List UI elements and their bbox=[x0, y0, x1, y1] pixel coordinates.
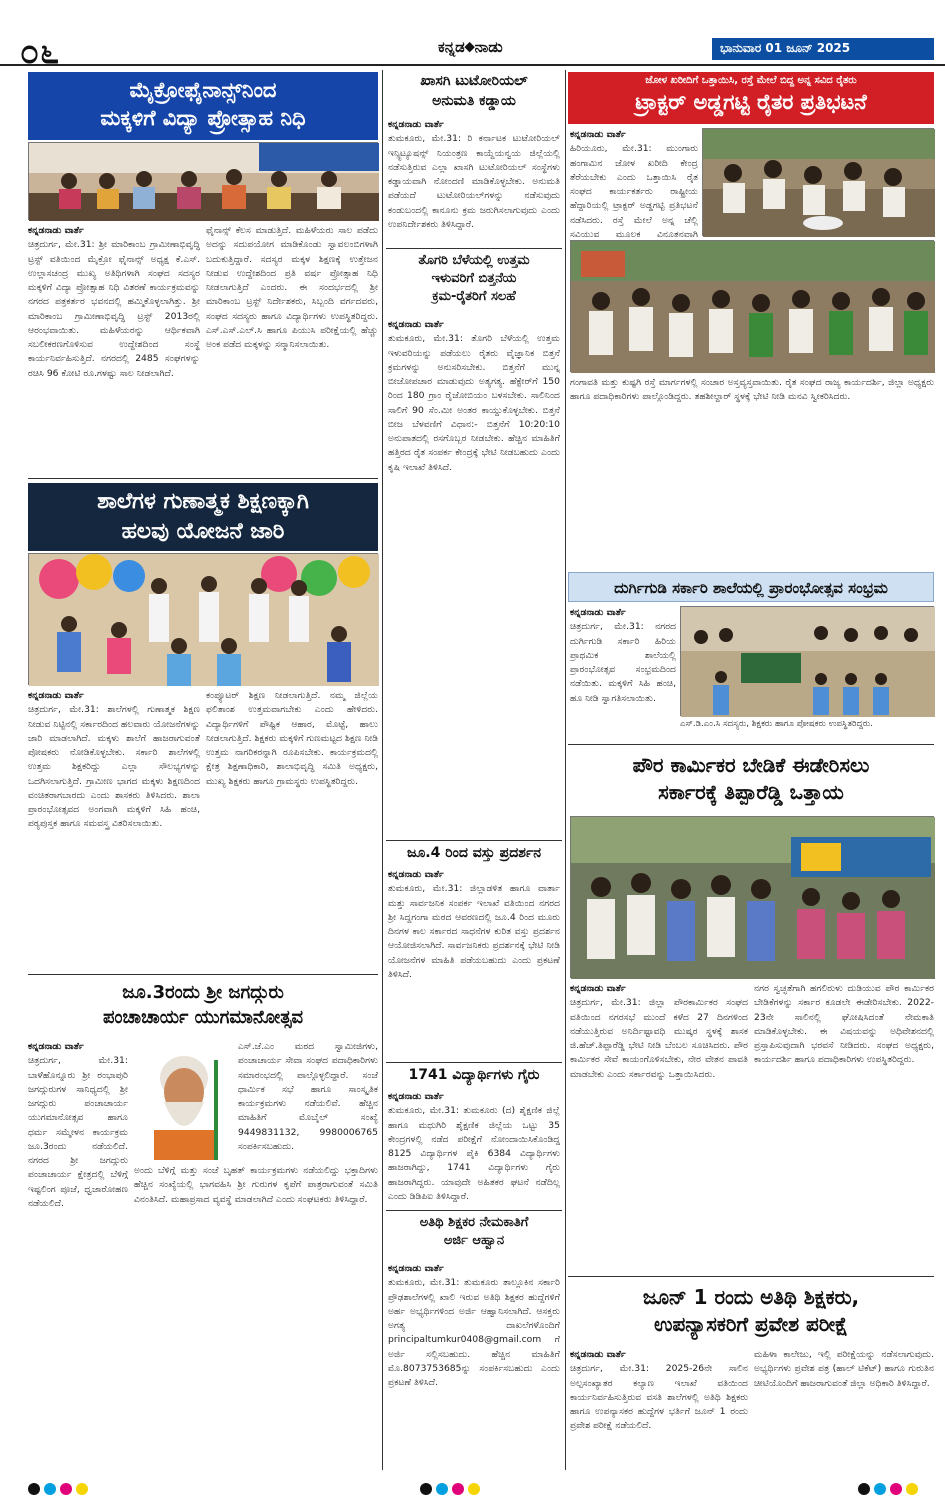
registration-dot bbox=[44, 1483, 56, 1495]
guest-dateline: ಕನ್ನಡನಾಡು ವಾರ್ತೆ bbox=[388, 1263, 444, 1274]
tractor-side: ಗಂಗಾವತಿ ಮತ್ತು ಕುಷ್ಟಗಿ ರಸ್ತೆ ಮಾರ್ಗಗಳಲ್ಲಿ ಸಂಚಾರ ಅಸ್ತವ್ಯಸ್ತವಾಯಿತು. ರೈತ ಸಂಘದ ರಾಜ್ಯ ಕಾರ್ಯದರ್ಶಿ, ಜಿಲ್ಲಾ ಅಧ್ಯಕ್ಷರು ಹಾಗೂ ಪದಾಧಿಕಾರಿಗಳು ಪಾಲ್ಗೊಂಡಿದ್ದರು. ತಹಶೀಲ್ದಾರ್ ಸ್ಥಳಕ್ಕೆ ಭೇಟಿ ನೀಡಿ ಮನವಿ ಸ್ವೀಕರಿಸಿದರು. bbox=[570, 377, 934, 403]
absent-body: ಕನ್ನಡನಾಡು ವಾರ್ತೆ ತುಮಕೂರು, ಮೇ.31: ತುಮಕೂರು (ದ) ಶೈಕ್ಷಣಿಕ ಜಿಲ್ಲೆ ಹಾಗೂ ಮಧುಗಿರಿ ಶೈಕ್ಷಣಿಕ ಜಿಲ್ಲೆಯ ಒಟ್ಟು 35 ಕೇಂದ್ರಗಳಲ್ಲಿ ನಡೆದ ಪರೀಕ್ಷೆಗೆ ನೋಂದಾಯಿಸಿಕೊಂಡಿದ್ದ 8125 ವಿದ್ಯಾರ್ಥಿಗಳ ಪೈಕಿ 6384 ವಿದ್ಯಾರ್ಥಿಗಳು ಹಾಜರಾಗಿದ್ದು, 1741 ವಿದ್ಯಾರ್ಥಿಗಳು ಗೈರು ಹಾಜರಾಗಿದ್ದರು. ಯಾವುದೇ ಅಹಿತಕರ ಘಟನೆ ನಡೆದಿಲ್ಲ ಎಂದು ಡಿಡಿಪಿಐ ತಿಳಿಸಿದ್ದಾರೆ. bbox=[388, 1091, 560, 1202]
jagadguru-body-col3: ಅಂದು ಬೆಳಿಗ್ಗೆ ಮತ್ತು ಸಂಜೆ ಬೃಹತ್ ಕಾರ್ಯಕ್ರಮಗಳು ನಡೆಯಲಿದ್ದು ಭಕ್ತಾದಿಗಳು ಹೆಚ್ಚಿನ ಸಂಖ್ಯೆಯಲ್ಲಿ ಭಾಗವಹಿಸಿ ಶ್ರೀ ಗುರುಗಳ ಕೃಪೆಗೆ ಪಾತ್ರರಾಗುವಂತೆ ಸಮಿತಿ ವಿನಂತಿಸಿದೆ. ಮಹಾಪ್ರಸಾದ ವ್ಯವಸ್ಥೆ ಮಾಡಲಾಗಿದೆ ಎಂದು ಸಂಘಟಕರು ತಿಳಿಸಿದ್ದಾರೆ. bbox=[134, 1165, 378, 1205]
tractor-headline: ಜೋಳ ಖರೀದಿಗೆ ಒತ್ತಾಯಿಸಿ, ರಸ್ತೆ ಮೇಲೆ ಬಿದ್ದ ಅನ್ನ ಸವಿದ ರೈತರು ಟ್ರಾಕ್ಟರ್ ಅಡ್ಡಗಟ್ಟಿ ರೈತರ ಪ್ರತಿಭಟನೆ bbox=[568, 72, 934, 124]
jagadguru-headline: ಜೂ.3ರಂದು ಶ್ರೀ ಜಗದ್ಗುರು ಪಂಚಾಚಾರ್ಯ ಯುಗಮಾನೋತ್ಸವ bbox=[102, 982, 304, 1029]
june1-dateline: ಕನ್ನಡನಾಡು ವಾರ್ತೆ bbox=[570, 1349, 626, 1360]
column-divider bbox=[28, 974, 378, 975]
masthead bbox=[0, 0, 945, 72]
durgigudi-body: ಕನ್ನಡನಾಡು ವಾರ್ತೆ ಚಿತ್ರದುರ್ಗ, ಮೇ.31: ನಗರದ ದುರ್ಗಿಗುಡಿ ಸರ್ಕಾರಿ ಹಿರಿಯ ಪ್ರಾಥಮಿಕ ಶಾಲೆಯಲ್ಲಿ ಪ್ರಾರಂಭೋತ್ಸವ ಸಂಭ್ರಮದಿಂದ ನಡೆಯಿತು. ಮಕ್ಕಳಿಗೆ ಸಿಹಿ ಹಂಚಿ, ಹೂ ನೀಡಿ ಸ್ವಾಗತಿಸಲಾಯಿತು. bbox=[570, 607, 676, 704]
section-divider bbox=[386, 1210, 562, 1211]
schools-body-col1: ಕನ್ನಡನಾಡು ವಾರ್ತೆ ಚಿತ್ರದುರ್ಗ, ಮೇ.31: ಶಾಲೆಗಳಲ್ಲಿ ಗುಣಾತ್ಮಕ ಶಿಕ್ಷಣ ನೀಡುವ ನಿಟ್ಟಿನಲ್ಲಿ ಸರ್ಕಾರದಿಂದ ಹಲವಾರು ಯೋಜನೆಗಳನ್ನು ಜಾರಿ ಮಾಡಲಾಗಿದೆ. ಮಕ್ಕಳು ಶಾಲೆಗೆ ಹಾಜರಾಗುವಂತೆ ಪೋಷಕರು ನೋಡಿಕೊಳ್ಳಬೇಕು. ಸರ್ಕಾರಿ ಶಾಲೆಗಳಲ್ಲಿ ಉತ್ತಮ ಶಿಕ್ಷಕರಿದ್ದು ಎಲ್ಲಾ ಸೌಲಭ್ಯಗಳನ್ನು ಒದಗಿಸಲಾಗುತ್ತಿದೆ. ಗ್ರಾಮೀಣ ಭಾಗದ ಮಕ್ಕಳು ಶಿಕ್ಷಣದಿಂದ ವಂಚಿತರಾಗಬಾರದು ಎಂದು ಶಾಸಕರು ತಿಳಿಸಿದರು. ಶಾಲಾ ಪ್ರಾರಂಭೋತ್ಸವದ ಅಂಗವಾಗಿ ಮಕ್ಕಳಿಗೆ ಸಿಹಿ ಹಂಚಿ, ಪಠ್ಯಪುಸ್ತಕ ಹಾಗೂ ಸಮವಸ್ತ್ರ ವಿತರಿಸಲಾಯಿತು. bbox=[28, 690, 200, 830]
registration-dot bbox=[858, 1483, 870, 1495]
section-divider bbox=[386, 248, 562, 249]
tutorial-dateline: ಕನ್ನಡನಾಡು ವಾರ್ತೆ bbox=[388, 119, 444, 130]
tutorial-headline: ಖಾಸಗಿ ಟುಟೋರಿಯಲ್ ಅನುಮತಿ ಕಡ್ಡಾಯ bbox=[420, 73, 528, 109]
guest-headline: ಅತಿಥಿ ಶಿಕ್ಷಕರ ನೇಮಕಾತಿಗೆ ಅರ್ಜಿ ಆಹ್ವಾನ bbox=[419, 1215, 529, 1249]
section-divider bbox=[386, 840, 562, 841]
exhibition-headline: ಜೂ.4 ರಿಂದ ವಸ್ತು ಪ್ರದರ್ಶನ bbox=[406, 845, 542, 861]
togari-dateline: ಕನ್ನಡನಾಡು ವಾರ್ತೆ bbox=[388, 319, 444, 330]
tractor-photo-top-illustration bbox=[703, 129, 935, 237]
tractor-body: ಕನ್ನಡನಾಡು ವಾರ್ತೆ ಹಿರಿಯೂರು, ಮೇ.31: ಮುಂಗಾರು ಹಂಗಾಮಿನ ಜೋಳ ಖರೀದಿ ಕೇಂದ್ರ ತೆರೆಯಬೇಕು ಎಂದು ಒತ್ತಾಯಿಸಿ ರೈತ ಸಂಘದ ಕಾರ್ಯಕರ್ತರು ರಾಷ್ಟ್ರೀಯ ಹೆದ್ದಾರಿಯಲ್ಲಿ ಟ್ರಾಕ್ಟರ್ ಅಡ್ಡಗಟ್ಟಿ ಪ್ರತಿಭಟನೆ ನಡೆಸಿದರು. ರಸ್ತೆ ಮೇಲೆ ಅನ್ನ ಚೆಲ್ಲಿ ಸವಿಯುವ ಮೂಲಕ ವಿನೂತನವಾಗಿ bbox=[570, 129, 698, 240]
page-number: ೦೬ bbox=[20, 32, 61, 72]
pourakarmika-photo bbox=[570, 816, 934, 978]
registration-dot bbox=[906, 1483, 918, 1495]
registration-dot bbox=[890, 1483, 902, 1495]
june1-body-col2: ಮಹಿಳಾ ಕಾಲೇಜು, ಇಲ್ಲಿ ಪರೀಕ್ಷೆಯನ್ನು ನಡೆಸಲಾಗುವುದು. ಅಭ್ಯರ್ಥಿಗಳು ಪ್ರವೇಶ ಪತ್ರ (ಹಾಲ್ ಟಿಕೆಟ್) ಹಾಗೂ ಗುರುತಿನ ಚೀಟಿಯೊಂದಿಗೆ ಹಾಜರಾಗುವಂತೆ ಜಿಲ್ಲಾ ಅಧಿಕಾರಿ ತಿಳಿಸಿದ್ದಾರೆ. bbox=[754, 1349, 934, 1389]
registration-dot bbox=[28, 1483, 40, 1495]
guest-body: ಕನ್ನಡನಾಡು ವಾರ್ತೆ ತುಮಕೂರು, ಮೇ.31: ತುಮಕೂರು ತಾಲ್ಲೂಕಿನ ಸರ್ಕಾರಿ ಪ್ರೌಢಶಾಲೆಗಳಲ್ಲಿ ಖಾಲಿ ಇರುವ ಅತಿಥಿ ಶಿಕ್ಷಕರ ಹುದ್ದೆಗಳಿಗೆ ಅರ್ಹ ಅಭ್ಯರ್ಥಿಗಳಿಂದ ಅರ್ಜಿ ಆಹ್ವಾನಿಸಲಾಗಿದೆ. ಆಸಕ್ತರು ಅಗತ್ಯ ದಾಖಲೆಗಳೊಂದಿಗೆ principaltumkur0408@gmail.com ಗೆ ಅರ್ಜಿ ಸಲ್ಲಿಸಬಹುದು. ಹೆಚ್ಚಿನ ಮಾಹಿತಿಗೆ ಮೊ.8073753685ನ್ನು ಸಂಪರ್ಕಿಸಬಹುದು ಎಂದು ಪ್ರಕಟಣೆ ತಿಳಿಸಿದೆ. bbox=[388, 1263, 560, 1388]
registration-marks-left bbox=[28, 1480, 92, 1494]
micro-photo bbox=[28, 142, 378, 220]
absent-headline: 1741 ವಿದ್ಯಾರ್ಥಿಗಳು ಗೈರು bbox=[408, 1067, 540, 1083]
exhibition-body: ಕನ್ನಡನಾಡು ವಾರ್ತೆ ತುಮಕೂರು, ಮೇ.31: ಜಿಲ್ಲಾಡಳಿತ ಹಾಗೂ ವಾರ್ತಾ ಮತ್ತು ಸಾರ್ವಜನಿಕ ಸಂಪರ್ಕ ಇಲಾಖೆ ವತಿಯಿಂದ ನಗರದ ಶ್ರೀ ಸಿದ್ದಗಂಗಾ ಮಠದ ಆವರಣದಲ್ಲಿ ಜೂ.4 ರಿಂದ ಮೂರು ದಿನಗಳ ಕಾಲ ಸರ್ಕಾರದ ಸಾಧನೆಗಳ ಕುರಿತ ವಸ್ತು ಪ್ರದರ್ಶನ ಆಯೋಜಿಸಲಾಗಿದೆ. ಸಾರ್ವಜನಿಕರು ಪ್ರದರ್ಶನಕ್ಕೆ ಭೇಟಿ ನೀಡಿ ಯೋಜನೆಗಳ ಮಾಹಿತಿ ಪಡೆಯಬಹುದು ಎಂದು ಪ್ರಕಟಣೆ ತಿಳಿಸಿದೆ. bbox=[388, 869, 560, 980]
issue-date: ಭಾನುವಾರ 01 ಜೂನ್ 2025 bbox=[712, 38, 934, 60]
schools-photo-illustration bbox=[29, 554, 379, 686]
durgigudi-dateline: ಕನ್ನಡನಾಡು ವಾರ್ತೆ bbox=[570, 607, 626, 618]
registration-dot bbox=[60, 1483, 72, 1495]
column-divider bbox=[565, 70, 566, 1470]
pourakarmika-headline: ಪೌರ ಕಾರ್ಮಿಕರ ಬೇಡಿಕೆ ಈಡೇರಿಸಲು ಸರ್ಕಾರಕ್ಕೆ ತಿಪ್ಪಾರೆಡ್ಡಿ ಒತ್ತಾಯ bbox=[632, 753, 870, 804]
pourakarmika-body-col2: ನಗರ ಸ್ವಚ್ಛತೆಗಾಗಿ ಹಗಲಿರುಳು ದುಡಿಯುವ ಪೌರ ಕಾರ್ಮಿಕರ ಬೇಡಿಕೆಗಳನ್ನು ಸರ್ಕಾರ ಕೂಡಲೇ ಈಡೇರಿಸಬೇಕು. 2022-23ನೇ ಸಾಲಿನಲ್ಲಿ ಘೋಷಿಸಿದಂತೆ ನೇಮಕಾತಿ ಮಾಡಿಕೊಳ್ಳಬೇಕು. ಈ ವಿಷಯವನ್ನು ಅಧಿವೇಶನದಲ್ಲಿ ಪ್ರಸ್ತಾಪಿಸುವುದಾಗಿ ಭರವಸೆ ನೀಡಿದರು. ಸಂಘದ ಅಧ್ಯಕ್ಷರು, ಕಾರ್ಯದರ್ಶಿ ಹಾಗೂ ಪದಾಧಿಕಾರಿಗಳು ಉಪಸ್ಥಿತರಿದ್ದರು. bbox=[754, 983, 934, 1066]
jagadguru-body-col1: ಕನ್ನಡನಾಡು ವಾರ್ತೆ ಚಿತ್ರದುರ್ಗ, ಮೇ.31: ಬಾಳೆಹೊನ್ನೂರು ಶ್ರೀ ರಂಭಾಪುರಿ ಜಗದ್ಗುರುಗಳ ಸಾನಿಧ್ಯದಲ್ಲಿ ಶ್ರೀ ಜಗದ್ಗುರು ಪಂಚಾಚಾರ್ಯ ಯುಗಮಾನೋತ್ಸವ ಹಾಗೂ ಧರ್ಮ ಸಮ್ಮೇಳನ ಕಾರ್ಯಕ್ರಮ ಜೂ.3ರಂದು ನಡೆಯಲಿದೆ. ನಗರದ ಶ್ರೀ ಜಗದ್ಗುರು ಪಂಚಾಚಾರ್ಯ ಕ್ಷೇತ್ರದಲ್ಲಿ ಬೆಳಿಗ್ಗೆ ಇಷ್ಟಲಿಂಗ ಪೂಜೆ, ಧ್ವಜಾರೋಹಣ ನಡೆಯಲಿದೆ. bbox=[28, 1041, 128, 1209]
durgigudi-photo bbox=[680, 606, 934, 716]
tractor-photo-bottom-illustration bbox=[571, 241, 935, 373]
micro-photo-illustration bbox=[29, 143, 379, 221]
section-divider bbox=[386, 1062, 562, 1063]
registration-dot bbox=[76, 1483, 88, 1495]
micro-body-col1: ಕನ್ನಡನಾಡು ವಾರ್ತೆ ಚಿತ್ರದುರ್ಗ, ಮೇ.31: ಶ್ರೀ ಮಾರಿಕಾಂಬ ಗ್ರಾಮೀಣಾಭಿವೃದ್ಧಿ ಟ್ರಸ್ಟ್ ವತಿಯಿಂದ ಮೈಕ್ರೋ ಫೈನಾನ್ಸ್ ಅಧ್ಯಕ್ಷ ಕೆ.ಎಸ್. ಉಲ್ಲಾಸಚಂದ್ರ ಮುಖ್ಯ ಅತಿಥಿಗಳಾಗಿ ಸಂಘದ ಸದಸ್ಯರ ಮಕ್ಕಳಿಗೆ ವಿದ್ಯಾ ಪ್ರೋತ್ಸಾಹ ನಿಧಿ ವಿತರಣೆ ಕಾರ್ಯಕ್ರಮವನ್ನು ನಗರದ ಪತ್ರಕರ್ತರ ಭವನದಲ್ಲಿ ಹಮ್ಮಿಕೊಳ್ಳಲಾಗಿತ್ತು. ಶ್ರೀ ಮಾರಿಕಾಂಬ ಗ್ರಾಮೀಣಾಭಿವೃದ್ಧಿ ಟ್ರಸ್ಟ್ 2013ರಲ್ಲಿ ಆರಂಭವಾಯಿತು. ಮಹಿಳೆಯರನ್ನು ಆರ್ಥಿಕವಾಗಿ ಸಬಲೀಕರಣಗೊಳಿಸುವ ಉದ್ದೇಶದಿಂದ ಸಂಸ್ಥೆ ಕಾರ್ಯನಿರ್ವಹಿಸುತ್ತಿದೆ. ನಗರದಲ್ಲಿ 2485 ಸಂಘಗಳನ್ನು ರಚಿಸಿ 96 ಕೋಟಿ ರೂ.ಗಳಷ್ಟು ಸಾಲ ನೀಡಲಾಗಿದೆ. bbox=[28, 225, 200, 379]
registration-marks-center bbox=[420, 1480, 484, 1494]
registration-dot bbox=[452, 1483, 464, 1495]
durgigudi-caption: ಎಸ್.ಡಿ.ಎಂ.ಸಿ ಸದಸ್ಯರು, ಶಿಕ್ಷಕರು ಹಾಗೂ ಪೋಷಕರು ಉಪಸ್ಥಿತರಿದ್ದರು. bbox=[680, 719, 873, 729]
registration-dot bbox=[420, 1483, 432, 1495]
june1-headline: ಜೂನ್ 1 ರಂದು ಅತಿಥಿ ಶಿಕ್ಷಕರು, ಉಪನ್ಯಾಸಕರಿಗೆ ಪ್ರವೇಶ ಪರೀಕ್ಷೆ bbox=[642, 1285, 860, 1336]
june1-body-col1: ಕನ್ನಡನಾಡು ವಾರ್ತೆ ಚಿತ್ರದುರ್ಗ, ಮೇ.31: 2025-26ನೇ ಸಾಲಿನ ಅಲ್ಪಸಂಖ್ಯಾತರ ಕಲ್ಯಾಣ ಇಲಾಖೆ ವತಿಯಿಂದ ಕಾರ್ಯನಿರ್ವಹಿಸುತ್ತಿರುವ ವಸತಿ ಶಾಲೆಗಳಲ್ಲಿ ಅತಿಥಿ ಶಿಕ್ಷಕರು ಹಾಗೂ ಉಪನ್ಯಾಸಕರ ಹುದ್ದೆಗಳ ಭರ್ತಿಗೆ ಜೂನ್ 1 ರಂದು ಪ್ರವೇಶ ಪರೀಕ್ಷೆ ನಡೆಯಲಿದೆ. bbox=[570, 1349, 748, 1432]
micro-body-col2: ಫೈನಾನ್ಸ್ ಕೆಲಸ ಮಾಡುತ್ತಿದೆ. ಮಹಿಳೆಯರು ಸಾಲ ಪಡೆದು ಅದನ್ನು ಸದುಪಯೋಗ ಮಾಡಿಕೊಂಡು ಸ್ವಾವಲಂಬಿಗಳಾಗಿ ಬದುಕುತ್ತಿದ್ದಾರೆ. ಸದಸ್ಯರ ಮಕ್ಕಳ ಶಿಕ್ಷಣಕ್ಕೆ ಉತ್ತೇಜನ ನೀಡುವ ಉದ್ದೇಶದಿಂದ ಪ್ರತಿ ವರ್ಷ ಪ್ರೋತ್ಸಾಹ ನಿಧಿ ನೀಡಲಾಗುತ್ತಿದೆ ಎಂದರು. ಈ ಸಂದರ್ಭದಲ್ಲಿ ಶ್ರೀ ಮಾರಿಕಾಂಬ ಟ್ರಸ್ಟ್ ನಿರ್ದೇಶಕರು, ಸಿಬ್ಬಂದಿ ವರ್ಗದವರು, ಸಂಘದ ಸದಸ್ಯರು ಹಾಗೂ ವಿದ್ಯಾರ್ಥಿಗಳು ಉಪಸ್ಥಿತರಿದ್ದರು. ಎಸ್.ಎಸ್.ಎಲ್.ಸಿ ಹಾಗೂ ಪಿಯುಸಿ ಪರೀಕ್ಷೆಯಲ್ಲಿ ಹೆಚ್ಚು ಅಂಕ ಪಡೆದ ಮಕ್ಕಳನ್ನು ಸನ್ಮಾನಿಸಲಾಯಿತು. bbox=[206, 225, 378, 350]
jagadguru-photo bbox=[134, 1040, 234, 1160]
section-divider bbox=[568, 744, 934, 745]
micro-headline: ಮೈಕ್ರೋಫೈನಾನ್ಸ್‌ನಿಂದ ಮಕ್ಕಳಿಗೆ ವಿದ್ಯಾ ಪ್ರೋತ್ಸಾಹ ನಿಧಿ bbox=[28, 72, 378, 140]
registration-dot bbox=[436, 1483, 448, 1495]
schools-body-col2: ಕಂಪ್ಯೂಟರ್ ಶಿಕ್ಷಣ ನೀಡಲಾಗುತ್ತಿದೆ. ನಮ್ಮ ಜಿಲ್ಲೆಯ ಫಲಿತಾಂಶ ಉತ್ತಮವಾಗಬೇಕು ಎಂದು ಹೇಳಿದರು. ವಿದ್ಯಾರ್ಥಿಗಳಿಗೆ ಪೌಷ್ಟಿಕ ಆಹಾರ, ಮೊಟ್ಟೆ, ಹಾಲು ನೀಡಲಾಗುತ್ತಿದೆ. ಶಿಕ್ಷಕರು ಮಕ್ಕಳಿಗೆ ಗುಣಮಟ್ಟದ ಶಿಕ್ಷಣ ನೀಡಿ ಉತ್ತಮ ನಾಗರಿಕರನ್ನಾಗಿ ರೂಪಿಸಬೇಕು. ಕಾರ್ಯಕ್ರಮದಲ್ಲಿ ಕ್ಷೇತ್ರ ಶಿಕ್ಷಣಾಧಿಕಾರಿ, ಶಾಲಾಭಿವೃದ್ಧಿ ಸಮಿತಿ ಅಧ್ಯಕ್ಷರು, ಮುಖ್ಯ ಶಿಕ್ಷಕರು ಹಾಗೂ ಗ್ರಾಮಸ್ಥರು ಉಪಸ್ಥಿತರಿದ್ದರು. bbox=[206, 690, 379, 787]
togari-headline: ತೊಗರಿ ಬೆಳೆಯಲ್ಲಿ ಉತ್ತಮ ಇಳುವರಿಗೆ ಬಿತ್ತನೆಯ ಕ್ರಮ-ರೈತರಿಗೆ ಸಲಹೆ bbox=[418, 253, 530, 305]
tractor-photo-bottom bbox=[570, 240, 934, 372]
durgigudi-photo-illustration bbox=[681, 607, 935, 717]
paper-name: ಕನ್ನಡ⬥ನಾಡು bbox=[438, 38, 503, 56]
durgigudi-headline: ದುರ್ಗಿಗುಡಿ ಸರ್ಕಾರಿ ಶಾಲೆಯಲ್ಲಿ ಪ್ರಾರಂಭೋತ್ಸವ ಸಂಭ್ರಮ bbox=[568, 572, 934, 602]
absent-dateline: ಕನ್ನಡನಾಡು ವಾರ್ತೆ bbox=[388, 1091, 444, 1102]
column-divider bbox=[382, 70, 383, 1470]
pourakarmika-body-col1: ಕನ್ನಡನಾಡು ವಾರ್ತೆ ಚಿತ್ರದುರ್ಗ, ಮೇ.31: ಜಿಲ್ಲಾ ಪೌರಕಾರ್ಮಿಕರ ಸಂಘದ ವತಿಯಿಂದ ನಗರಸಭೆ ಮುಂದೆ ಕಳೆದ 27 ದಿನಗಳಿಂದ ನಡೆಯುತ್ತಿರುವ ಅನಿರ್ದಿಷ್ಟಾವಧಿ ಮುಷ್ಕರ ಸ್ಥಳಕ್ಕೆ ಶಾಸಕ ಜಿ.ಹೆಚ್.ತಿಪ್ಪಾರೆಡ್ಡಿ ಭೇಟಿ ನೀಡಿ ಬೆಂಬಲ ಸೂಚಿಸಿದರು. ಪೌರ ಕಾರ್ಮಿಕರ ಸೇವೆ ಕಾಯಂಗೊಳಿಸಬೇಕು, ನೇರ ವೇತನ ಪಾವತಿ ಮಾಡಬೇಕು ಎಂದು ಸರ್ಕಾರವನ್ನು ಒತ್ತಾಯಿಸಿದರು. bbox=[570, 983, 748, 1080]
micro-dateline: ಕನ್ನಡನಾಡು ವಾರ್ತೆ bbox=[28, 225, 84, 236]
column-divider bbox=[28, 478, 378, 479]
pourakarmika-dateline: ಕನ್ನಡನಾಡು ವಾರ್ತೆ bbox=[570, 983, 626, 994]
jagadguru-dateline: ಕನ್ನಡನಾಡು ವಾರ್ತೆ bbox=[28, 1041, 84, 1052]
exhibition-dateline: ಕನ್ನಡನಾಡು ವಾರ್ತೆ bbox=[388, 869, 444, 880]
schools-photo bbox=[28, 553, 378, 685]
registration-dot bbox=[874, 1483, 886, 1495]
schools-dateline: ಕನ್ನಡನಾಡು ವಾರ್ತೆ bbox=[28, 690, 84, 701]
registration-marks-right bbox=[858, 1480, 922, 1494]
tutorial-body: ಕನ್ನಡನಾಡು ವಾರ್ತೆ ತುಮಕೂರು, ಮೇ.31: ರಿ ಕರ್ನಾಟಕ ಟುಟೋರಿಯಲ್ ಇನ್ಸ್ಟಿಟ್ಯೂಷನ್ಸ್ ನಿಯಂತ್ರಣ ಕಾಯ್ದೆಯನ್ವಯ ಜಿಲ್ಲೆಯಲ್ಲಿ ನಡೆಸುತ್ತಿರುವ ಎಲ್ಲಾ ಖಾಸಗಿ ಟುಟೋರಿಯಲ್ ಸಂಸ್ಥೆಗಳು ಕಡ್ಡಾಯವಾಗಿ ನೋಂದಣಿ ಮಾಡಿಕೊಳ್ಳಬೇಕು. ಅನುಮತಿ ಪಡೆಯದೆ ಟುಟೋರಿಯಲ್‌ಗಳನ್ನು ನಡೆಸುವುದು ಕಂಡುಬಂದಲ್ಲಿ ಕಾನೂನು ಕ್ರಮ ಜರುಗಿಸಲಾಗುವುದು ಎಂದು ಉಪನಿರ್ದೇಶಕರು ತಿಳಿಸಿದ್ದಾರೆ. bbox=[388, 119, 560, 230]
section-divider bbox=[568, 1276, 934, 1277]
pourakarmika-photo-illustration bbox=[571, 817, 935, 979]
togari-body: ಕನ್ನಡನಾಡು ವಾರ್ತೆ ತುಮಕೂರು, ಮೇ.31: ತೊಗರಿ ಬೆಳೆಯಲ್ಲಿ ಉತ್ತಮ ಇಳುವರಿಯನ್ನು ಪಡೆಯಲು ರೈತರು ವೈಜ್ಞಾನಿಕ ಬಿತ್ತನೆ ಕ್ರಮಗಳನ್ನು ಅನುಸರಿಸಬೇಕು. ಬಿತ್ತನೆಗೆ ಮುನ್ನ ಬೀಜೋಪಚಾರ ಮಾಡುವುದು ಅತ್ಯಗತ್ಯ. ಹೆಕ್ಟೇರ್‌ಗೆ 150 ರಿಂದ 180 ಗ್ರಾಂ ರೈಜೋಬಿಯಂ ಬಳಸಬೇಕು. ಸಾಲಿನಿಂದ ಸಾಲಿಗೆ 90 ಸೆಂ.ಮೀ ಅಂತರ ಕಾಯ್ದುಕೊಳ್ಳಬೇಕು. ಬಿತ್ತನೆ ಬೀಜ ಬೆಳವಣಿಗೆ ವಿಧಾನ:- ಬಿತ್ತನೆಗೆ 10:20:10 ಅನುಪಾತದಲ್ಲಿ ರಸಗೊಬ್ಬರ ನೀಡಬೇಕು. ಹೆಚ್ಚಿನ ಮಾಹಿತಿಗೆ ಹತ್ತಿರದ ರೈತ ಸಂಪರ್ಕ ಕೇಂದ್ರಕ್ಕೆ ಭೇಟಿ ನೀಡಬಹುದು ಎಂದು ಕೃಷಿ ಇಲಾಖೆ ತಿಳಿಸಿದೆ. bbox=[388, 319, 560, 473]
schools-headline: ಶಾಲೆಗಳ ಗುಣಾತ್ಮಕ ಶಿಕ್ಷಣಕ್ಕಾಗಿ ಹಲವು ಯೋಜನೆ ಜಾರಿ bbox=[28, 483, 378, 551]
tractor-dateline: ಕನ್ನಡನಾಡು ವಾರ್ತೆ bbox=[570, 129, 626, 140]
jagadguru-body-col2: ಎಸ್.ಜೆ.ಎಂ ಮಠದ ಸ್ವಾಮೀಜಿಗಳು, ಪಂಚಾಚಾರ್ಯ ಸೇವಾ ಸಂಘದ ಪದಾಧಿಕಾರಿಗಳು ಸಮಾರಂಭದಲ್ಲಿ ಪಾಲ್ಗೊಳ್ಳಲಿದ್ದಾರೆ. ಸಂಜೆ ಧಾರ್ಮಿಕ ಸಭೆ ಹಾಗೂ ಸಾಂಸ್ಕೃತಿಕ ಕಾರ್ಯಕ್ರಮಗಳು ನಡೆಯಲಿವೆ. ಹೆಚ್ಚಿನ ಮಾಹಿತಿಗೆ ಮೊಬೈಲ್ ಸಂಖ್ಯೆ 9449831132, 9980006765 ಸಂಪರ್ಕಿಸಬಹುದು. bbox=[238, 1041, 378, 1152]
tractor-photo-top bbox=[702, 128, 934, 236]
registration-dot bbox=[468, 1483, 480, 1495]
tractor-kicker: ಜೋಳ ಖರೀದಿಗೆ ಒತ್ತಾಯಿಸಿ, ರಸ್ತೆ ಮೇಲೆ ಬಿದ್ದ ಅನ್ನ ಸವಿದ ರೈತರು bbox=[645, 75, 857, 86]
seer-portrait bbox=[134, 1040, 234, 1160]
